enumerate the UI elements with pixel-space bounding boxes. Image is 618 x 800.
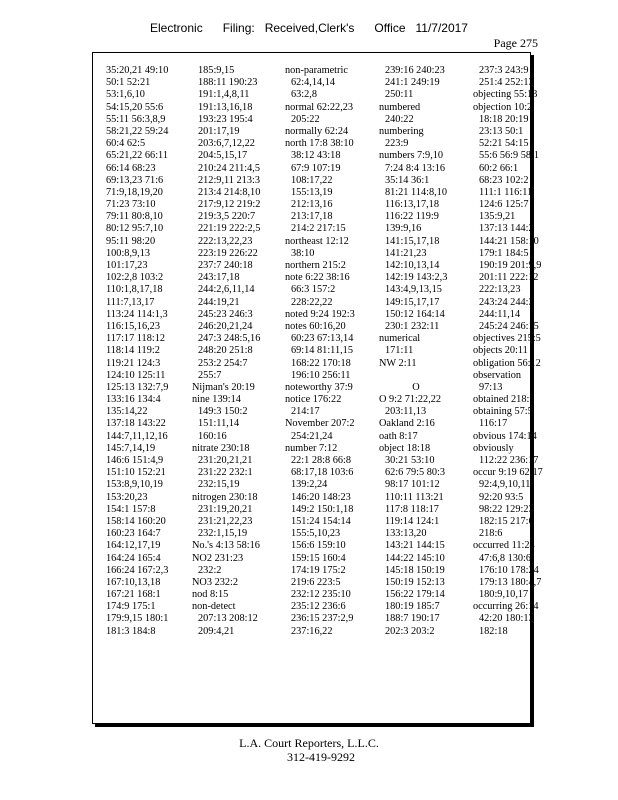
index-entry: 245:24 246:15 [479, 320, 539, 332]
index-entry: 139:2,24 [291, 479, 328, 491]
index-entry: 92:4,9,10,11 [479, 479, 531, 491]
index-entry: 110:11 113:21 [385, 491, 444, 503]
index-entry: 205:22 [291, 113, 320, 125]
index-entry: 133:13,20 [385, 528, 427, 540]
index-entry: NO3 232:2 [192, 576, 239, 588]
index-entry: 248:20 251:8 [198, 345, 253, 357]
index-entry: 167:21 168:1 [106, 589, 161, 601]
index-entry: oath 8:17 [379, 430, 418, 442]
index-entry: 214:17 [291, 406, 320, 418]
index-entry [376, 370, 456, 382]
index-entry: 112:22 236:17 [479, 455, 539, 466]
index-entry: nitrate 230:18 [192, 442, 250, 454]
index-entry: 124:10 125:11 [106, 369, 166, 381]
index-entry: 213:4 214:8,10 [198, 186, 261, 198]
index-entry: noteworthy 37:9 [285, 381, 353, 393]
index-entry: 156:22 179:14 [385, 589, 445, 601]
index-entry: non-parametric [285, 65, 348, 76]
index-entry: 244:19,21 [198, 296, 240, 308]
index-entry: numbering [379, 125, 424, 137]
index-entry: 219:3,5 220:7 [198, 211, 256, 223]
index-entry: 207:13 208:12 [198, 613, 258, 625]
index-entry: 171:11 [385, 345, 414, 357]
index-entry: 188:11 190:23 [198, 77, 258, 89]
index-frame [92, 52, 543, 724]
index-entry: 143:4,9,13,15 [385, 284, 442, 296]
index-entry: 237:7 240:18 [198, 260, 253, 271]
index-entry: 116:13,17,18 [385, 199, 439, 211]
index-entry: 243:24 244:3 [479, 296, 534, 308]
index-entry: 251:4 252:13 [479, 77, 534, 89]
index-entry: 153:8,9,10,19 [106, 479, 163, 491]
index-entry: 149:3 150:2 [198, 406, 248, 418]
index-entry: objectives 215:5 [473, 333, 541, 345]
index-entry: 246:20,21,24 [198, 320, 253, 332]
index-entry: 203:11,13 [385, 406, 427, 418]
index-entry: 124:6 125:7 [479, 199, 529, 211]
index-entry: normal 62:22,23 [285, 101, 354, 113]
index-entry: 143:21 144:15 [385, 540, 445, 552]
index-entry: 232:2 [198, 564, 222, 576]
index-entry: 79:11 80:8,10 [106, 211, 163, 223]
index-entry: 137:13 144:2 [479, 223, 534, 235]
index-entry: 68:17,18 103:6 [291, 467, 354, 479]
index-entry: 231:19,20,21 [198, 503, 253, 515]
index-entry: obtaining 57:5 [473, 406, 533, 418]
index-entry: 236:15 237:2,9 [291, 613, 354, 625]
index-entry: number 7:12 [285, 442, 338, 454]
index-entry: 7:24 8:4 13:16 [385, 162, 446, 174]
index-entry: objection 10:2 [473, 101, 533, 113]
index-entry: 38:12 43:18 [291, 150, 341, 162]
index-entry: 141:15,17,18 [385, 235, 440, 247]
index-entry: 167:10,13,18 [106, 576, 161, 588]
index-entry: 154:1 157:8 [106, 503, 156, 515]
index-entry: 66:14 68:23 [106, 162, 156, 174]
index-entry: obviously [473, 442, 514, 454]
index-entry: 240:22 [385, 113, 414, 125]
index-entry: 201:11 222:12 [479, 272, 539, 284]
index-entry: 235:12 236:6 [291, 601, 346, 613]
index-entry: 160:23 164:7 [106, 528, 161, 540]
index-entry: 155:5,10,23 [291, 528, 341, 540]
index-entry: 185:9,15 [198, 65, 235, 76]
index-entry: normally 62:24 [285, 125, 349, 137]
index-entry: 188:7 190:17 [385, 613, 440, 625]
index-entry: 146:20 148:23 [291, 491, 351, 503]
index-entry: 54:15,20 55:6 [106, 101, 164, 113]
index-entry: 111:1 116:11 [479, 186, 533, 198]
index-entry: 52:21 54:15 [479, 138, 529, 150]
index-entry: 151:11,14 [198, 418, 240, 430]
page-number: Page 275 [493, 36, 538, 50]
index-entry: 113:24 114:1,3 [106, 308, 168, 320]
index-entry: NW 2:11 [379, 357, 417, 369]
footer-phone: 312-419-9292 [287, 750, 355, 764]
index-entry: 100:8,9,13 [106, 247, 151, 259]
index-entry: 218:6 [479, 528, 503, 540]
index-entry: 145:18 150:19 [385, 564, 445, 576]
index-entry: object 18:18 [379, 442, 431, 454]
index-entry: 164:12,17,19 [106, 540, 161, 552]
index-entry: nine 139:14 [192, 394, 241, 406]
index-entry: notice 176:22 [285, 394, 342, 406]
index-entry: numbered [379, 101, 421, 113]
index-entry: 53:1,6,10 [106, 89, 145, 101]
index-entry: O 9:2 71:22,22 [379, 394, 442, 406]
index-entry: 254:21,24 [291, 430, 333, 442]
index-entry: 160:16 [198, 430, 227, 442]
index-entry: 67:9 107:19 [291, 162, 341, 174]
index-entry: 232:12 235:10 [291, 589, 351, 601]
index-entry: northeast 12:12 [285, 235, 349, 247]
index-entry: north 17:8 38:10 [285, 138, 354, 150]
index-entry: 245:23 246:3 [198, 308, 253, 320]
index-entry: 69:14 81:11,15 [291, 345, 353, 357]
index-entry: 69:13,23 71:6 [106, 174, 164, 186]
index-entry: November 207:2 [285, 418, 355, 430]
index-entry: 230:1 232:11 [385, 320, 440, 332]
index-entry: 137:18 143:22 [106, 418, 166, 430]
index-entry: 231:21,22,23 [198, 515, 253, 527]
index-entry: Nijman's 20:19 [192, 381, 255, 393]
index-entry: 150:12 164:14 [385, 308, 445, 320]
index-entry: NO2 231:23 [192, 552, 244, 564]
index-entry: 209:4,21 [198, 625, 235, 637]
index-entry: 22:1 28:8 66:8 [291, 455, 352, 466]
index-entry: 133:16 134:4 [106, 394, 161, 406]
index-entry: 168:22 170:18 [291, 357, 351, 369]
index-entry: obtained 218:1 [473, 394, 535, 406]
index-entry: 23:13 50:1 [479, 125, 524, 137]
index-entry: 139:9,16 [385, 223, 422, 235]
index-entry: 174:19 175:2 [291, 564, 346, 576]
index-entry: nod 8:15 [192, 589, 229, 601]
index-column-4 [376, 65, 456, 638]
index-entry: 239:16 240:23 [385, 65, 445, 76]
index-entry: 243:17,18 [198, 272, 240, 284]
index-entry: 144:22 145:10 [385, 552, 445, 564]
index-entry: 135:9,21 [479, 211, 516, 223]
index-entry: noted 9:24 192:3 [285, 308, 355, 320]
index-entry: 98:22 129:23 [479, 503, 534, 515]
index-column-2 [189, 65, 269, 638]
index-entry: 30:21 53:10 [385, 455, 435, 466]
index-entry: 68:23 102:2 [479, 174, 529, 186]
index-entry: 38:10 [291, 247, 315, 259]
index-entry: 65:21,22 66:11 [106, 150, 168, 162]
index-entry: 156:6 159:10 [291, 540, 346, 552]
index-entry: 141:21,23 [385, 247, 427, 259]
index-entry: 241:1 249:19 [385, 77, 440, 89]
index-entry: 111:7,13,17 [106, 296, 155, 308]
index-entry: 60:23 67:13,14 [291, 333, 354, 345]
index-entry: 237:16,22 [291, 625, 333, 637]
index-entry: 144:7,11,12,16 [106, 430, 168, 442]
index-entry: 228:22,22 [291, 296, 333, 308]
index-entry: 182:15 217:6 [479, 515, 534, 527]
index-entry: 66:3 157:2 [291, 284, 336, 296]
index-entry: objecting 55:13 [473, 89, 538, 101]
index-entry: 181:3 184:8 [106, 625, 156, 637]
index-entry: numbers 7:9,10 [379, 150, 444, 162]
index-entry: obligation 56:12 [473, 357, 541, 369]
index-entry: 110:1,8,17,18 [106, 284, 163, 296]
index-entry: 81:21 114:8,10 [385, 186, 447, 198]
index-entry: occur 9:19 62:17 [473, 467, 543, 479]
index-entry: 212:9,11 213:3 [198, 174, 260, 186]
index-entry: 55:6 56:9 58:1 [479, 150, 540, 162]
index-entry: 232:1,15,19 [198, 528, 248, 540]
index-entry: objects 20:11 [473, 345, 528, 357]
index-entry: 164:24 165:4 [106, 552, 161, 564]
index-entry: 151:10 152:21 [106, 467, 166, 479]
index-entry: 116:22 119:9 [385, 211, 439, 223]
index-entry: 174:9 175:1 [106, 601, 156, 613]
index-entry: 151:24 154:14 [291, 515, 351, 527]
index-entry: 223:19 226:22 [198, 247, 258, 259]
index-entry: 101:17,23 [106, 260, 148, 271]
index-entry: 142:19 143:2,3 [385, 272, 448, 284]
index-entry: 179:9,15 180:1 [106, 613, 169, 625]
index-entry: 158:14 160:20 [106, 515, 166, 527]
index-entry: obvious 174:14 [473, 430, 537, 442]
index-entry: 142:10,13,14 [385, 260, 440, 271]
index-entry: 149:2 150:1,18 [291, 503, 354, 515]
index-entry: notes 60:16,20 [285, 320, 346, 332]
index-entry: 191:13,16,18 [198, 101, 253, 113]
index-entry: 202:3 203:2 [385, 625, 435, 637]
index-entry: nitrogen 230:18 [192, 491, 258, 503]
index-entry: 231:22 232:1 [198, 467, 253, 479]
index-entry: 153:20,23 [106, 491, 148, 503]
index-entry: 222:13,22,23 [198, 235, 253, 247]
index-entry: 125:13 132:7,9 [106, 381, 169, 393]
index-entry: 108:17,22 [291, 174, 333, 186]
index-entry: 18:18 20:19 [479, 113, 529, 125]
index-entry: 201:17,19 [198, 125, 240, 137]
index-entry: note 6:22 38:16 [285, 272, 350, 284]
index-entry: 221:19 222:2,5 [198, 223, 261, 235]
index-entry: 159:15 160:4 [291, 552, 346, 564]
index-entry: 237:3 243:9 [479, 65, 529, 76]
index-entry: 146:6 151:4,9 [106, 455, 164, 466]
index-entry: 250:11 [385, 89, 414, 101]
index-entry: 180:9,10,17 [479, 589, 529, 601]
index-entry: 42:20 180:13 [479, 613, 534, 625]
index-entry: 244:2,6,11,14 [198, 284, 255, 296]
index-entry: 253:2 254:7 [198, 357, 248, 369]
index-entry: 50:1 52:21 [106, 77, 151, 89]
index-entry: 116:15,16,23 [106, 320, 160, 332]
index-entry: 166:24 167:2,3 [106, 564, 169, 576]
index-entry: 102:2,8 103:2 [106, 272, 164, 284]
index-entry: 118:14 119:2 [106, 345, 160, 357]
index-entry: 182:18 [479, 625, 508, 637]
index-entry: 255:7 [198, 369, 222, 381]
index-entry: 210:24 211:4,5 [198, 162, 260, 174]
index-entry: 231:20,21,21 [198, 455, 253, 466]
index-entry: 176:10 178:24 [479, 564, 539, 576]
index-entry: 213:17,18 [291, 211, 333, 223]
index-entry: 117:17 118:12 [106, 333, 166, 345]
index-entry: 222:13,23 [479, 284, 521, 296]
index-entry: 62:4,14,14 [291, 77, 336, 89]
index-column-1 [106, 65, 186, 638]
index-entry: 135:14,22 [106, 406, 148, 418]
index-entry: 179:13 180:4,7 [479, 576, 542, 588]
index-entry: 150:19 152:13 [385, 576, 445, 588]
index-entry: 191:1,4,8,11 [198, 89, 250, 101]
index-entry: 217:9,12 219:2 [198, 199, 261, 211]
index-entry: 223:9 [385, 138, 409, 150]
index-entry: 117:8 118:17 [385, 503, 439, 515]
index-entry: 244:11,14 [479, 308, 521, 320]
index-entry: 116:17 [479, 418, 508, 430]
index-entry: 60:4 62:5 [106, 138, 146, 150]
index-column-5 [470, 65, 550, 638]
index-entry: 98:17 101:12 [385, 479, 440, 491]
index-entry: 60:2 66:1 [479, 162, 519, 174]
index-entry: 214:2 217:15 [291, 223, 346, 235]
index-entry: 193:23 195:4 [198, 113, 253, 125]
index-entry: 179:1 184:5 [479, 247, 529, 259]
index-entry: 212:13,16 [291, 199, 333, 211]
index-entry: 119:21 124:3 [106, 357, 161, 369]
index-entry: 232:15,19 [198, 479, 240, 491]
index-entry: 247:3 248:5,16 [198, 333, 261, 345]
index-entry: 190:19 201:9,9 [479, 260, 542, 271]
index-entry: 92:20 93:5 [479, 491, 524, 503]
index-entry: numerical [379, 333, 421, 345]
index-entry: 62:6 79:5 80:3 [385, 467, 446, 479]
index-entry: 47:6,8 130:6 [479, 552, 532, 564]
index-entry: 219:6 223:5 [291, 576, 341, 588]
index-entry: occurred 11:24 [473, 540, 535, 552]
index-entry: Oakland 2:16 [379, 418, 435, 430]
filing-header: Electronic Filing: Received,Clerk's Office 11/7/2017 [150, 21, 468, 35]
index-entry: observation [473, 369, 522, 381]
index-column-3 [282, 65, 362, 638]
footer-company: L.A. Court Reporters, L.L.C. [239, 736, 379, 750]
index-entry: 95:11 98:20 [106, 235, 156, 247]
index-entry: 155:13,19 [291, 186, 333, 198]
index-entry: 35:14 36:1 [385, 174, 430, 186]
index-entry: 58:21,22 59:24 [106, 125, 169, 137]
index-entry: 71:23 73:10 [106, 199, 156, 211]
index-entry: 119:14 124:1 [385, 515, 440, 527]
index-entry: No.'s 4:13 58:16 [192, 540, 260, 552]
index-entry: 35:20,21 49:10 [106, 65, 169, 76]
index-entry: 144:21 158:10 [479, 235, 539, 247]
index-entry: 55:11 56:3,8,9 [106, 113, 166, 125]
index-entry: northern 215:2 [285, 260, 346, 271]
index-entry: O [412, 381, 420, 393]
index-entry: 63:2,8 [291, 89, 318, 101]
index-entry: 145:7,14,19 [106, 442, 156, 454]
index-entry: 203:6,7,12,22 [198, 138, 255, 150]
index-entry: occurring 26:14 [473, 601, 539, 613]
index-entry: 71:9,18,19,20 [106, 186, 163, 198]
index-entry: 97:13 [479, 381, 503, 393]
index-entry: 196:10 256:11 [291, 369, 351, 381]
index-entry: non-detect [192, 601, 236, 613]
index-entry: 80:12 95:7,10 [106, 223, 164, 235]
index-entry: 204:5,15,17 [198, 150, 248, 162]
index-entry: 149:15,17,17 [385, 296, 440, 308]
index-entry: 180:19 185:7 [385, 601, 440, 613]
